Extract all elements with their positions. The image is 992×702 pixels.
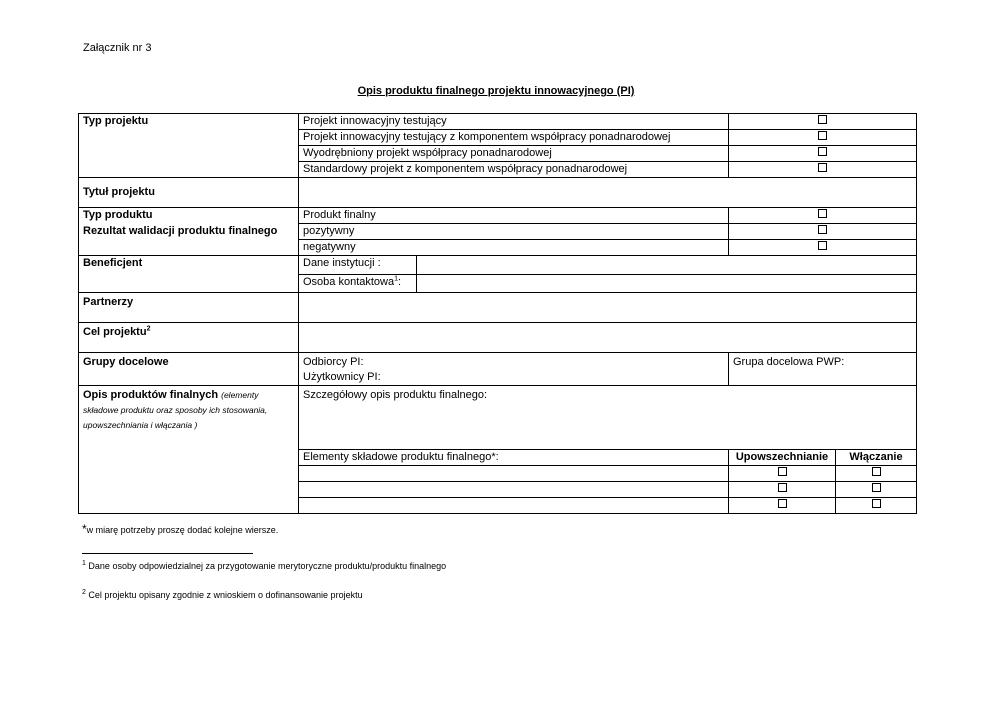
target-groups-pi-cell[interactable]	[299, 353, 729, 386]
dissemination-header: Upowszechnianie	[729, 450, 836, 466]
project-type-option-2: Projekt innowacyjny testujący z komponentem współpracy ponadnarodowej	[299, 130, 729, 146]
pwp-target-group-cell[interactable]	[729, 353, 917, 386]
recipients-pi-label: Odbiorcy PI:	[303, 356, 364, 368]
validation-positive-checkbox[interactable]	[818, 225, 827, 234]
project-title-label: Tytuł projektu	[79, 178, 299, 208]
pwp-target-group-label: Grupa docelowa PWP:	[733, 356, 845, 368]
detailed-description-label: Szczegółowy opis produktu finalnego:	[303, 389, 488, 401]
final-products-note: (elementy składowe produktu oraz sposoby ich stosowania, upowszechniania i włączania )	[83, 390, 268, 430]
validation-option-negative: negatywny	[299, 240, 729, 256]
element-row-1[interactable]	[299, 466, 729, 482]
project-type-checkbox-4[interactable]	[818, 163, 827, 172]
users-pi-label: Użytkownicy PI:	[303, 371, 381, 383]
element-row-2[interactable]	[299, 482, 729, 498]
project-type-checkbox-3[interactable]	[818, 147, 827, 156]
beneficiary-label: Beneficjent	[79, 256, 299, 293]
dissemination-checkbox-2[interactable]	[778, 483, 787, 492]
page-title: Opis produktu finalnego projektu innowacyjnego (PI)	[357, 85, 635, 97]
final-products-label-cell	[79, 386, 299, 514]
product-form-table	[78, 113, 917, 514]
attachment-number: Załącznik nr 3	[83, 42, 152, 54]
footnote-2: $^2$ Cel projektu opisany zgodnie z wnioskiem o dofinansowanie projektu	[82, 589, 363, 600]
product-type-checkbox[interactable]	[818, 209, 827, 218]
inclusion-header: Włączanie	[836, 450, 917, 466]
final-products-label: Opis produktów finalnych	[83, 389, 219, 401]
validation-negative-checkbox[interactable]	[818, 241, 827, 250]
inclusion-checkbox-2[interactable]	[872, 483, 881, 492]
institution-data-field[interactable]	[417, 256, 917, 275]
project-type-label: Typ projektu	[79, 114, 299, 178]
elements-header: Elementy składowe produktu finalnego*:	[299, 450, 729, 466]
product-type-option: Produkt finalny	[299, 208, 729, 224]
target-groups-label: Grupy docelowe	[79, 353, 299, 386]
dissemination-checkbox-1[interactable]	[778, 467, 787, 476]
project-goal-field[interactable]	[299, 323, 917, 353]
footnote-separator	[82, 553, 253, 554]
product-type-label: Typ produktu	[79, 208, 299, 224]
project-title-field[interactable]	[299, 178, 917, 208]
dissemination-checkbox-3[interactable]	[778, 499, 787, 508]
add-rows-note: *w miarę potrzeby proszę dodać kolejne wiersze.	[82, 522, 279, 536]
inclusion-checkbox-3[interactable]	[872, 499, 881, 508]
contact-person-label: Osoba kontaktowa$^1$:	[299, 275, 417, 293]
footnote-1: $^1$ Dane osoby odpowiedzialnej za przygotowanie merytoryczne produktu/produktu finalnego	[82, 560, 447, 571]
project-type-checkbox-2[interactable]	[818, 131, 827, 140]
inclusion-checkbox-1[interactable]	[872, 467, 881, 476]
institution-data-label: Dane instytucji :	[299, 256, 417, 275]
partners-field[interactable]	[299, 293, 917, 323]
partners-label: Partnerzy	[79, 293, 299, 323]
contact-person-field[interactable]	[417, 275, 917, 293]
detailed-description-field[interactable]	[299, 386, 917, 450]
project-type-option-4: Standardowy projekt z komponentem współpracy ponadnarodowej	[299, 162, 729, 178]
project-type-option-1: Projekt innowacyjny testujący	[299, 114, 729, 130]
project-goal-label: Cel projektu$^2$	[79, 323, 299, 353]
validation-result-label: Rezultat walidacji produktu finalnego	[79, 224, 299, 256]
element-row-3[interactable]	[299, 498, 729, 514]
validation-option-positive: pozytywny	[299, 224, 729, 240]
project-type-option-3: Wyodrębniony projekt współpracy ponadnarodowej	[299, 146, 729, 162]
project-type-checkbox-1[interactable]	[818, 115, 827, 124]
